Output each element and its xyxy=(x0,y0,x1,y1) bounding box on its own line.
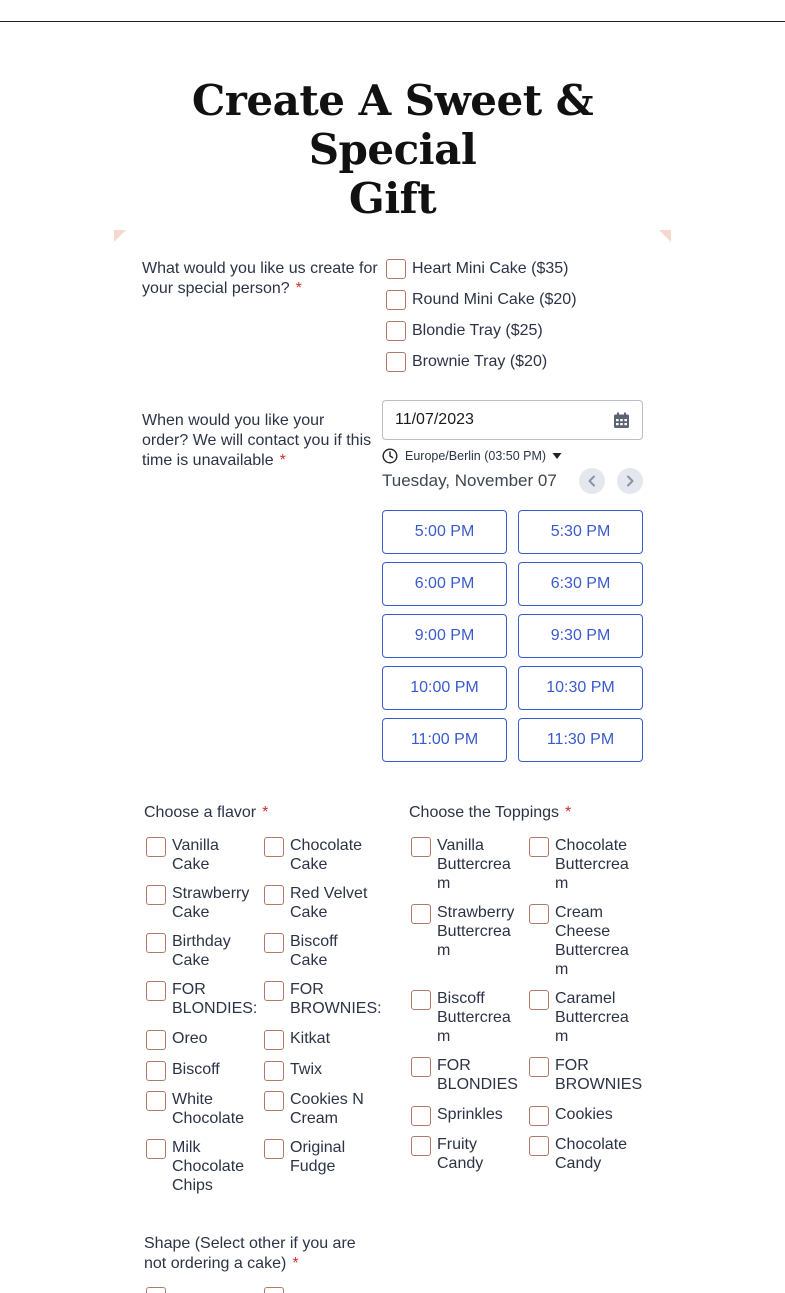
topping-option-label-line: BLONDIES xyxy=(437,1076,518,1093)
flavor-checkbox[interactable] xyxy=(146,981,166,1001)
flavor-option-label-line: Cake xyxy=(172,856,210,873)
flavor-option-label[interactable] xyxy=(172,1090,244,1128)
date-field[interactable] xyxy=(382,400,643,440)
flavor-option-label-line: Red Velvet xyxy=(290,885,368,902)
time-slot-button[interactable]: 5:30 PM xyxy=(518,510,643,554)
gift-option-checkbox[interactable] xyxy=(386,259,406,279)
flavor-checkbox[interactable] xyxy=(264,1139,284,1159)
topping-option-label-line: FOR xyxy=(555,1057,589,1074)
topping-checkbox[interactable] xyxy=(411,837,431,857)
flavor-checkbox[interactable] xyxy=(264,1091,284,1111)
flavor-option-label-line: Fudge xyxy=(290,1158,336,1175)
flavor-option-label-line: Twix xyxy=(290,1061,322,1078)
flavor-option-label-line: BLONDIES: xyxy=(172,1000,258,1017)
topping-option-label[interactable] xyxy=(437,1105,503,1124)
page-title-line1: Create A Sweet & Special xyxy=(191,76,594,174)
flavor-option-label-line: Cake xyxy=(290,904,328,921)
topping-option-label[interactable] xyxy=(437,1135,483,1173)
time-slot-button[interactable]: 9:30 PM xyxy=(518,614,643,658)
flavor-checkbox[interactable] xyxy=(146,837,166,857)
gift-option-label[interactable]: Heart Mini Cake ($35) xyxy=(412,260,569,277)
selected-day-title: Tuesday, November 07 xyxy=(382,471,557,490)
topping-option-label-line: Buttercrea xyxy=(555,856,629,873)
topping-option-label-line: BROWNIES xyxy=(555,1076,643,1093)
form-card-corner-left xyxy=(114,230,126,242)
topping-option-label[interactable] xyxy=(555,1056,642,1094)
topping-option-label[interactable] xyxy=(437,1056,518,1094)
flavor-label xyxy=(144,803,268,823)
flavor-option-label-line: Chocolate xyxy=(172,1158,245,1175)
flavor-option-label[interactable] xyxy=(172,1060,220,1079)
flavor-checkbox[interactable] xyxy=(264,1061,284,1081)
topping-option-label-line: Chocolate xyxy=(555,837,628,854)
required-marker: * xyxy=(292,1255,299,1272)
topping-option-label[interactable] xyxy=(555,903,629,979)
flavor-option-label-line: White xyxy=(172,1091,213,1108)
topping-option-label-line: Buttercrea xyxy=(437,923,511,940)
time-slot-button[interactable]: 11:00 PM xyxy=(382,718,507,762)
flavor-option-label-line: Biscoff xyxy=(290,933,338,950)
timezone-value[interactable]: Europe/Berlin (03:50 PM) xyxy=(405,449,547,463)
next-day-button[interactable] xyxy=(617,468,643,494)
flavor-option-label-line: Kitkat xyxy=(290,1030,331,1047)
topping-option-label[interactable] xyxy=(437,836,511,893)
topping-option-label-line: Biscoff xyxy=(437,990,485,1007)
flavor-checkbox[interactable] xyxy=(264,933,284,953)
previous-day-button[interactable] xyxy=(579,468,605,494)
topping-option-label-line: Cream xyxy=(555,904,604,921)
date-value[interactable]: 11/07/2023 xyxy=(395,411,474,428)
topping-option-label-line: m xyxy=(437,1028,451,1045)
gift-option-checkbox[interactable] xyxy=(386,290,406,310)
time-slot-button[interactable]: 6:30 PM xyxy=(518,562,643,606)
topping-option-label-line: Chocolate xyxy=(555,1136,628,1153)
flavor-option-label-line: Cream xyxy=(290,1110,339,1127)
flavor-option-label-line: Cake xyxy=(172,952,210,969)
flavor-checkbox[interactable] xyxy=(146,1139,166,1159)
topping-checkbox[interactable] xyxy=(411,1136,431,1156)
flavor-option-label-line: Chips xyxy=(172,1177,213,1194)
flavor-checkbox[interactable] xyxy=(146,1030,166,1050)
topping-option-label-line: Candy xyxy=(437,1155,484,1172)
timezone-selector[interactable] xyxy=(382,447,562,465)
topping-option-label[interactable] xyxy=(555,989,629,1046)
flavor-option-label[interactable] xyxy=(290,884,367,922)
topping-option-label-line: Caramel xyxy=(555,990,616,1007)
topping-option-label-line: m xyxy=(555,1028,569,1045)
flavor-option-label[interactable] xyxy=(172,932,231,970)
flavor-option-label-line: Cake xyxy=(290,952,328,969)
topping-option-label-line: Sprinkles xyxy=(437,1106,503,1123)
topping-checkbox[interactable] xyxy=(529,1106,549,1126)
flavor-option-label[interactable] xyxy=(290,932,338,970)
time-slot-button[interactable]: 11:30 PM xyxy=(518,718,643,762)
form-card-corner-right xyxy=(659,230,671,242)
shape-option-checkbox[interactable] xyxy=(264,1287,284,1293)
question-gift-text: What would you like us create for your special person? xyxy=(142,260,378,297)
page-title-line2: Gift xyxy=(348,174,437,223)
topping-option-label-line: Buttercrea xyxy=(555,1009,629,1026)
shape-label xyxy=(144,1234,380,1274)
required-marker: * xyxy=(262,804,269,821)
calendar-icon[interactable] xyxy=(613,412,630,429)
question-date-text: When would you like your order? We will contact you if this time is unavailable xyxy=(142,412,372,469)
flavor-checkbox[interactable] xyxy=(146,1061,166,1081)
gift-option-checkbox[interactable] xyxy=(386,352,406,372)
flavor-option-label[interactable] xyxy=(290,1029,330,1048)
topping-checkbox[interactable] xyxy=(529,1057,549,1077)
topping-checkbox[interactable] xyxy=(529,904,549,924)
topping-checkbox[interactable] xyxy=(529,990,549,1010)
flavor-checkbox[interactable] xyxy=(146,1091,166,1111)
flavor-option-label[interactable] xyxy=(290,1060,322,1079)
flavor-option-label[interactable] xyxy=(172,836,219,874)
gift-option-checkbox[interactable] xyxy=(386,321,406,341)
topping-option-label[interactable] xyxy=(437,903,514,960)
toppings-label-text: Choose the Toppings xyxy=(409,804,560,821)
topping-option-label-line: Buttercrea xyxy=(437,856,511,873)
time-slot-button[interactable]: 9:00 PM xyxy=(382,614,507,658)
flavor-label-text: Choose a flavor xyxy=(144,804,257,821)
topping-checkbox[interactable] xyxy=(411,1057,431,1077)
topping-option-label[interactable] xyxy=(555,836,629,893)
flavor-option-label-line: Milk xyxy=(172,1139,201,1156)
flavor-option-label-line: FOR xyxy=(172,981,206,998)
topping-option-label-line: Buttercrea xyxy=(555,942,629,959)
flavor-option-label-line: BROWNIES: xyxy=(290,1000,382,1017)
required-marker: * xyxy=(295,280,302,297)
flavor-checkbox[interactable] xyxy=(264,1030,284,1050)
time-slot-button[interactable]: 6:00 PM xyxy=(382,562,507,606)
required-marker: * xyxy=(565,804,572,821)
clock-icon xyxy=(382,448,398,464)
question-gift-label xyxy=(142,259,378,299)
flavor-option-label-line: Biscoff xyxy=(172,1061,220,1078)
flavor-option-label-line: Original xyxy=(290,1139,346,1156)
flavor-option-label-line: Chocolate xyxy=(290,837,363,854)
flavor-option-label-line: Cake xyxy=(172,904,210,921)
flavor-option-label[interactable] xyxy=(172,1138,244,1195)
topping-checkbox[interactable] xyxy=(529,837,549,857)
topping-checkbox[interactable] xyxy=(411,904,431,924)
gift-option-label[interactable]: Brownie Tray ($20) xyxy=(412,353,548,370)
topping-option-label-line: FOR xyxy=(437,1057,471,1074)
flavor-option-label-line: Vanilla xyxy=(172,837,219,854)
topping-option-label-line: m xyxy=(555,875,569,892)
chevron-left-icon xyxy=(587,475,597,487)
time-slot-button[interactable]: 5:00 PM xyxy=(382,510,507,554)
flavor-option-label-line: Oreo xyxy=(172,1030,208,1047)
topping-option-label-line: m xyxy=(437,875,451,892)
topping-option-label-line: Fruity xyxy=(437,1136,477,1153)
topping-option-label-line: Cookies xyxy=(555,1106,613,1123)
required-marker: * xyxy=(279,452,286,469)
flavor-option-label-line: Birthday xyxy=(172,933,231,950)
flavor-option-label[interactable] xyxy=(290,980,382,1018)
topping-option-label-line: Cheese xyxy=(555,923,611,940)
flavor-option-label-line: Strawberry xyxy=(172,885,250,902)
flavor-option-label[interactable] xyxy=(290,1138,345,1176)
flavor-checkbox[interactable] xyxy=(264,885,284,905)
topping-option-label-line: Strawberry xyxy=(437,904,515,921)
flavor-option-label[interactable] xyxy=(172,884,249,922)
topping-option-label[interactable] xyxy=(437,989,511,1046)
gift-option-label[interactable]: Blondie Tray ($25) xyxy=(412,322,543,339)
chevron-right-icon xyxy=(625,475,635,487)
time-slot-button[interactable]: 10:00 PM xyxy=(382,666,507,710)
question-date-label xyxy=(142,411,374,471)
topping-option-label-line: m xyxy=(555,961,569,978)
flavor-option-label[interactable] xyxy=(172,980,257,1018)
flavor-option-label[interactable] xyxy=(290,1090,364,1128)
topping-option-label-line: m xyxy=(437,942,451,959)
topping-option-label[interactable] xyxy=(555,1135,627,1173)
flavor-option-label-line: Chocolate xyxy=(172,1110,245,1127)
flavor-option-label[interactable] xyxy=(172,1029,208,1048)
topping-option-label-line: Buttercrea xyxy=(437,1009,511,1026)
flavor-option-label-line: Cake xyxy=(290,856,328,873)
flavor-checkbox[interactable] xyxy=(264,981,284,1001)
gift-option-label[interactable]: Round Mini Cake ($20) xyxy=(412,291,577,308)
flavor-option-label-line: FOR xyxy=(290,981,324,998)
topping-option-label-line: Vanilla xyxy=(437,837,484,854)
toppings-label xyxy=(409,803,571,823)
header-divider xyxy=(0,21,785,22)
flavor-option-label-line: Cookies N xyxy=(290,1091,364,1108)
topping-option-label[interactable] xyxy=(555,1105,613,1124)
flavor-checkbox[interactable] xyxy=(146,933,166,953)
shape-label-text: Shape (Select other if you are not ordering a cake) xyxy=(144,1235,356,1272)
time-slot-button[interactable]: 10:30 PM xyxy=(518,666,643,710)
topping-option-label-line: Candy xyxy=(555,1155,602,1172)
page-title xyxy=(110,76,675,223)
flavor-checkbox[interactable] xyxy=(146,885,166,905)
caret-down-icon[interactable] xyxy=(552,452,562,460)
topping-checkbox[interactable] xyxy=(411,990,431,1010)
shape-option-checkbox[interactable] xyxy=(146,1287,166,1293)
flavor-option-label[interactable] xyxy=(290,836,362,874)
topping-checkbox[interactable] xyxy=(529,1136,549,1156)
topping-checkbox[interactable] xyxy=(411,1106,431,1126)
flavor-checkbox[interactable] xyxy=(264,837,284,857)
